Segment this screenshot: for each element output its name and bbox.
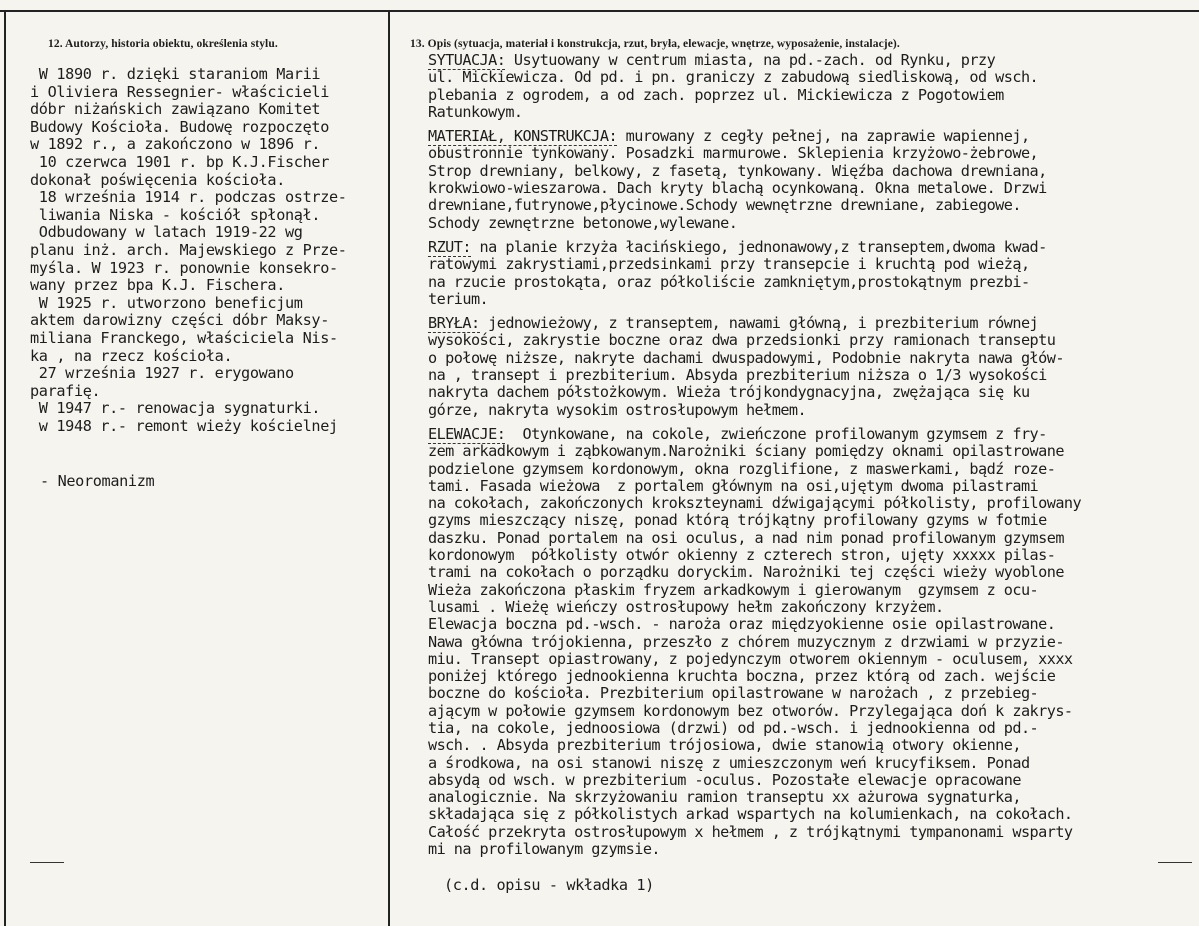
line-text: jednowieżowy, z transeptem, nawami główną, i prezbiterium równej — [479, 314, 1039, 333]
description-line — [428, 841, 1198, 858]
line-text: Strop drewniany, belkowy, z fasetą, tynkowany. Więźba dachowa drewniana, — [428, 161, 1047, 180]
description-line — [428, 197, 1198, 214]
line-text: nakryta dachem półstożkowym. Wieża trójkondygnacyjna, zwężająca się ku — [428, 383, 1030, 402]
line-text: tami. Fasada wieżowa z portalem głównym na osi,ujętym dwoma pilastrami — [428, 476, 1039, 495]
continuation-note: (c.d. opisu - wkładka 1) — [444, 876, 654, 894]
line-text: Wieża zakończona płaskim fryzem arkadkowym i gierowanym gzymsem z ocu- — [428, 580, 1039, 599]
left-bottom-tick — [30, 862, 64, 863]
line-text: górze, nakryta wysokim ostrosłupowym hełmem. — [428, 400, 807, 419]
line-text: krokwiowo-wieszarowa. Dach kryty blachą ocynkowaną. Okna metalowe. Drzwi — [428, 179, 1047, 198]
description-line — [428, 495, 1198, 512]
description-line — [428, 145, 1198, 162]
line-text: mi na profilowanym gzymsie. — [428, 840, 661, 859]
line-text: Otynkowane, na cokole, zwieńczone profilowanym gzymsem z fry- — [505, 424, 1047, 443]
description-line — [428, 443, 1198, 460]
history-line: w 1948 r.- remont wieży kościelnej — [30, 416, 338, 435]
line-text: na , transept i prezbiterium. Absyda prezbiterium niższa o 1/3 wysokości — [428, 366, 1047, 385]
line-text: zem arkadkowym i ząbkowanym.Narożniki ściany pomiędzy oknami opilastrowane — [428, 442, 1064, 461]
description-line — [428, 547, 1198, 564]
description-line — [428, 564, 1198, 581]
line-text: Całość przekryta ostrosłupowym x hełmem , z trójkątnymi tympanonami wsparty — [428, 822, 1073, 841]
description-line — [428, 461, 1198, 478]
description-line — [428, 104, 1198, 121]
description-line — [428, 789, 1198, 806]
line-text: boczne do kościoła. Prezbiterium opilastrowane w narożach , z przebieg- — [428, 684, 1039, 703]
line-text: lusami . Wieżę wieńczy ostrosłupowy hełm zakończony krzyżem. — [428, 597, 944, 616]
description-line — [428, 685, 1198, 702]
history-line: w 1892 r., a zakończono w 1896 r. — [30, 135, 321, 154]
line-text: daszku. Ponad portalem na osi oculus, a nad nim ponad profilowanym gzymsem — [428, 528, 1064, 547]
line-text: Usytuowany w centrum miasta, na pd.-zach. od Rynku, przy — [505, 51, 996, 69]
description-section — [428, 128, 1198, 232]
history-line: 27 września 1927 r. erygowano — [30, 364, 294, 383]
section-heading: BRYŁA: — [428, 314, 480, 333]
line-text: gzyms mieszczący niszę, ponad którą trójkątny profilowany gzyms w fotmie — [428, 511, 1047, 530]
field-13-label: 13. Opis (sytuacja, materiał i konstrukcja, rzut, bryła, elewacje, wnętrze, wyposażenie, instalacje). — [410, 38, 900, 50]
description-line — [428, 180, 1198, 197]
section-heading: SYTUACJA: — [428, 51, 506, 69]
history-line: W 1925 r. utworzono beneficjum — [30, 293, 303, 312]
line-text: składająca się z półkolistych arkad wspartych na kolumienkach, na cokołach. — [428, 805, 1073, 824]
line-text: drewniane,futrynowe,płycinowe.Schody wewnętrzne drewniane, zabiegowe. — [428, 196, 1021, 215]
line-text: na rzucie prostokąta, oraz półkoliście zamkniętym,prostokątnym prezbi- — [428, 272, 1030, 291]
line-text: murowany z cegły pełnej, na zaprawie wapiennej, — [617, 127, 1030, 146]
line-text: obustronnie tynkowany. Posadzki marmurowe. Sklepienia krzyżowo-żebrowe, — [428, 144, 1039, 163]
history-line: W 1890 r. dzięki staraniom Marii — [30, 65, 321, 83]
history-line: 18 września 1914 r. podczas ostrze- — [30, 188, 347, 207]
history-line: W 1947 r.- renowacja sygnaturki. — [30, 399, 321, 418]
history-line: wany przez bpa K.J. Fischera. — [30, 276, 286, 295]
section-heading: MATERIAŁ, KONSTRUKCJA: — [428, 127, 618, 146]
history-line: miliana Franckego, właściciela Nis- — [30, 328, 338, 347]
history-line: parafię. — [30, 381, 101, 400]
history-line: planu inż. arch. Majewskiego z Prze- — [30, 240, 347, 259]
section-heading: ELEWACJE: — [428, 424, 506, 443]
description-line — [428, 599, 1198, 616]
description-line — [428, 87, 1198, 104]
line-text: absydą od wsch. w prezbiterium -oculus. Pozostałe elewacje opracowane — [428, 770, 1021, 789]
line-text: Elewacja boczna pd.-wsch. - naroża oraz międzyokienne osie opilastrowane. — [428, 615, 1056, 634]
line-text: terium. — [428, 289, 489, 308]
description-line — [428, 737, 1198, 754]
description-line — [428, 478, 1198, 495]
description-line — [428, 651, 1198, 668]
description-section — [428, 52, 1198, 121]
line-text: poniżej którego jednookienna kruchta boczna, przez którą od zach. wejście — [428, 667, 1056, 686]
description-section — [428, 239, 1198, 308]
description-line — [428, 315, 1198, 332]
line-text: wysokości, zakrystie boczne oraz dwa przedsionki przy ramionach transeptu — [428, 331, 1056, 350]
description-line — [428, 332, 1198, 349]
description-line — [428, 163, 1198, 180]
line-text: na cokołach, zakończonych krokszteynami dźwigającymi półkolisty, profilowany — [428, 494, 1082, 513]
card-left-border — [4, 10, 6, 926]
history-line: dokonał poświęcenia kościoła. — [30, 170, 286, 189]
line-text: miu. Transept opiastrowany, z pojedynczym otworem okiennym - oculusem, xxxx — [428, 649, 1073, 668]
history-line: Odbudowany w latach 1919-22 wg — [30, 223, 303, 242]
description-line — [428, 256, 1198, 273]
description-line — [428, 350, 1198, 367]
description-line — [428, 668, 1198, 685]
description-section — [428, 426, 1198, 858]
history-line: Budowy Kościoła. Budowę rozpoczęto — [30, 117, 329, 136]
description-line — [428, 426, 1198, 443]
line-text: o połowę niższe, nakryte dachami dwuspadowymi, Podobnie nakryta nawa głów- — [428, 348, 1064, 367]
line-text: ającym w połowie gzymsem kordonowym bez otworów. Przylegająca doń k zakrys- — [428, 701, 1073, 720]
line-text: kordonowym półkolisty otwór okienny z czterech stron, ujęty xxxxx pilas- — [428, 546, 1056, 565]
description-line — [428, 239, 1198, 256]
line-text: ul. Mickiewicza. Od pd. i pn. graniczy z zabudową siedliskową, od wsch. — [428, 68, 1039, 87]
history-line: aktem darowizny części dóbr Maksy- — [30, 311, 329, 330]
description-line — [428, 367, 1198, 384]
line-text: analogicznie. Na skrzyżowaniu ramion transeptu xx ażurowa sygnaturka, — [428, 788, 1021, 807]
history-text — [30, 66, 390, 435]
description-line — [428, 128, 1198, 145]
description-line — [428, 274, 1198, 291]
description-line — [428, 69, 1198, 86]
description-line — [428, 384, 1198, 401]
description-line — [428, 824, 1198, 841]
description-line — [428, 402, 1198, 419]
history-line: dóbr niżańskich zawiązano Komitet — [30, 100, 321, 119]
style-designation: - Neoromanizm — [40, 472, 155, 490]
line-text: tia, na cokole, jednoosiowa (drzwi) od pd.-wsch. i jednookienna od pd.- — [428, 718, 1039, 737]
description-line — [428, 291, 1198, 308]
line-text: Ratunkowym. — [428, 102, 523, 121]
line-text: plebania z ogrodem, a od zach. poprzez ul. Mickiewicza z Pogotowiem — [428, 85, 1004, 104]
line-text: podzielone gzymsem kordonowym, okna rozglifione, z maswerkami, bądź roze- — [428, 459, 1056, 478]
description-line — [428, 52, 1198, 69]
description-line — [428, 703, 1198, 720]
line-text: wsch. . Absyda prezbiterium trójosiowa, dwie stanowią otwory okienne, — [428, 736, 1021, 755]
description-line — [428, 806, 1198, 823]
line-text: Nawa główna trójokienna, przeszło z chórem muzycznym z drzwiami w przyzie- — [428, 632, 1064, 651]
history-line: ka , na rzecz kościoła. — [30, 346, 233, 365]
description-line — [428, 755, 1198, 772]
section-heading: RZUT: — [428, 237, 471, 256]
history-line: i Oliviera Ressegnier- właścicieli — [30, 82, 329, 101]
line-text: a środkowa, na osi stanowi niszę z umieszczonym weń krucyfiksem. Ponad — [428, 753, 1030, 772]
description-line — [428, 530, 1198, 547]
description-section — [428, 315, 1198, 419]
line-text: na planie krzyża łacińskiego, jednonawowy,z transeptem,dwoma kwad- — [470, 237, 1047, 256]
description-line — [428, 616, 1198, 633]
description-line — [428, 512, 1198, 529]
description-line — [428, 215, 1198, 232]
line-text: ratowymi zakrystiami,przedsinkami przy transepcie i kruchtą pod wieżą, — [428, 255, 1030, 274]
field-12-label: 12. Autorzy, historia obiektu, określenia stylu. — [48, 38, 278, 50]
description-line — [428, 634, 1198, 651]
description-line — [428, 720, 1198, 737]
history-line: myśla. W 1923 r. ponownie konsekro- — [30, 258, 338, 277]
line-text: Schody zewnętrzne betonowe,wylewane. — [428, 213, 738, 232]
description-line — [428, 772, 1198, 789]
line-text: trami na cokołach o porządku doryckim. Narożniki tej części wieży wyoblone — [428, 563, 1064, 582]
description-line — [428, 582, 1198, 599]
history-line: liwania Niska - kościół spłonął. — [30, 205, 321, 224]
description-text — [428, 52, 1198, 865]
history-line: 10 czerwca 1901 r. bp K.J.Fischer — [30, 152, 329, 171]
card-top-border — [0, 10, 1199, 12]
